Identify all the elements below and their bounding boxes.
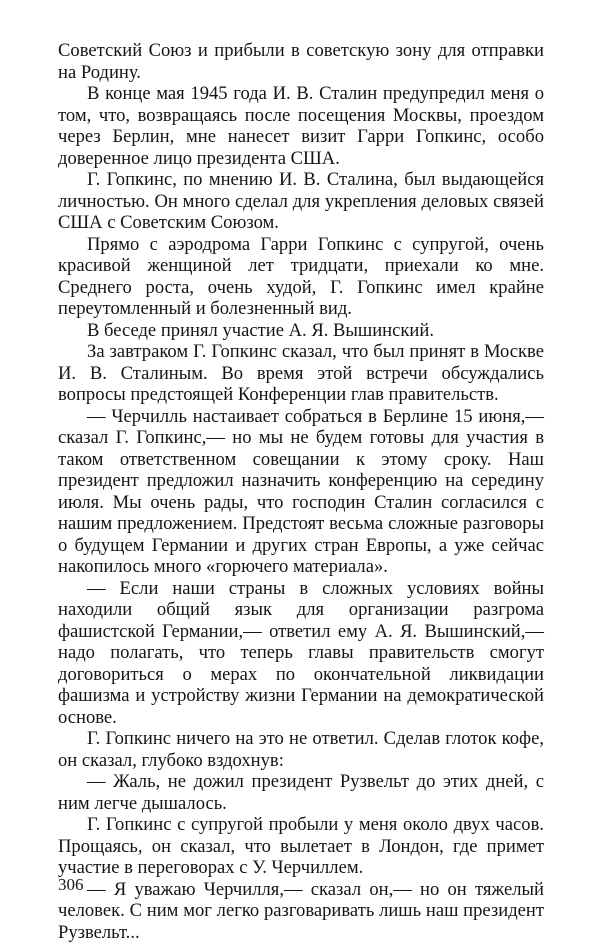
paragraph: Г. Гопкинс, по мнению И. В. Сталина, был выдающейся личностью. Он много сделал для укрепления деловых связей США с Советским Союзом. <box>58 169 544 233</box>
paragraph: — Жаль, не дожил президент Рузвельт до этих дней, с ним легче дышалось. <box>58 771 544 814</box>
paragraph: — Черчилль настаивает собраться в Берлине 15 июня,— сказал Г. Гопкинс,— но мы не будем готовы для участия в таком ответственном совещании к этому сроку. Наш президент предложил назначить конференцию на середину июля. Мы очень рады, что господин Сталин согласился с нашим предложением. Предстоят весьма сложные разговоры о будущем Германии и других стран Европы, а уже сейчас накопилось много «горючего материала». <box>58 405 544 577</box>
paragraph: — Если наши страны в сложных условиях войны находили общий язык для организации разгрома фашистской Германии,— ответил ему А. Я. Вышинский,— надо полагать, что теперь главы правительств смогут договориться о мерах по окончательной ликвидации фашизма и устройству жизни Германии на демократической основе. <box>58 577 544 728</box>
paragraph: — Я уважаю Черчилля,— сказал он,— но он тяжелый человек. С ним мог легко разговаривать лишь наш президент Рузвельт... <box>58 878 544 943</box>
paragraph: Советский Союз и прибыли в советскую зону для отправки на Родину. <box>58 40 544 83</box>
paragraph: В беседе принял участие А. Я. Вышинский. <box>87 319 434 341</box>
page-number: 306 <box>58 875 84 894</box>
paragraph: Г. Гопкинс с супругой пробыли у меня около двух часов. Прощаясь, он сказал, что вылетает в Лондон, где примет участие в переговорах с У. Черчиллем. <box>58 814 544 878</box>
page-body <box>58 40 544 943</box>
paragraph: Г. Гопкинс ничего на это не ответил. Сделав глоток кофе, он сказал, глубоко вздохнув: <box>58 728 544 771</box>
paragraph: Прямо с аэродрома Гарри Гопкинс с супругой, очень красивой женщиной лет тридцати, приехали ко мне. Среднего роста, очень худой, Г. Гопкинс имел крайне переутомленный и болезненный вид. <box>58 233 544 319</box>
paragraph: За завтраком Г. Гопкинс сказал, что был принят в Москве И. В. Сталиным. Во время этой встречи обсуждались вопросы предстоящей Конференции глав правительств. <box>58 341 544 405</box>
paragraph: В конце мая 1945 года И. В. Сталин предупредил меня о том, что, возвращаясь после посещения Москвы, проездом через Берлин, мне нанесет визит Гарри Гопкинс, особо доверенное лицо президента США. <box>58 83 544 169</box>
